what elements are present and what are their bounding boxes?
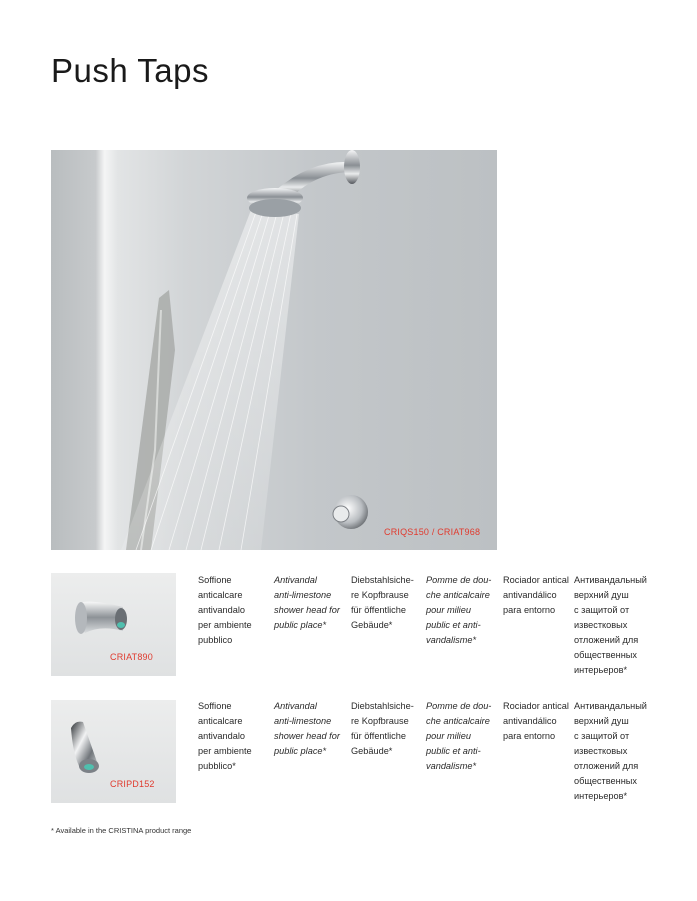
product-image-criat890: [51, 573, 176, 676]
description-de: Diebstahlsiche- re Kopfbrause für öffentliche Gebäude*: [351, 575, 414, 630]
description-it: Soffione anticalcare antivandalo per ambiente pubblico: [198, 575, 252, 645]
description-fr: Pomme de dou- che anticalcaire pour milieu public et anti- vandalisme*: [426, 575, 492, 645]
hero-code-label: CRIQS150 / CRIAT968: [384, 527, 481, 537]
footnote: * Available in the CRISTINA product range: [51, 826, 192, 835]
description-ru: Антивандальный верхний душ с защитой от известковых отложений для общественных интерьеров*: [574, 575, 647, 675]
description-es: Rociador antical antivandálico para entorno: [503, 575, 569, 615]
hero-shower-image: [51, 150, 497, 550]
product-code-label: CRIAT890: [110, 652, 153, 662]
product-image-cripd152: [51, 700, 176, 803]
description-fr: Pomme de dou- che anticalcaire pour milieu public et anti- vandalisme*: [426, 701, 492, 771]
description-ru: Антивандальный верхний душ с защитой от известковых отложений для общественных интерьеров*: [574, 701, 647, 801]
description-en: Antivandal anti-limestone shower head for public place*: [274, 701, 340, 756]
description-es: Rociador antical antivandálico para entorno: [503, 701, 569, 741]
description-en: Antivandal anti-limestone shower head for public place*: [274, 575, 340, 630]
description-de: Diebstahlsiche- re Kopfbrause für öffentliche Gebäude*: [351, 701, 414, 756]
shower-illustration: [51, 150, 497, 550]
product-code-label: CRIPD152: [110, 779, 155, 789]
page-title: Push Taps: [51, 52, 209, 89]
description-it: Soffione anticalcare antivandalo per ambiente pubblico*: [198, 701, 252, 771]
